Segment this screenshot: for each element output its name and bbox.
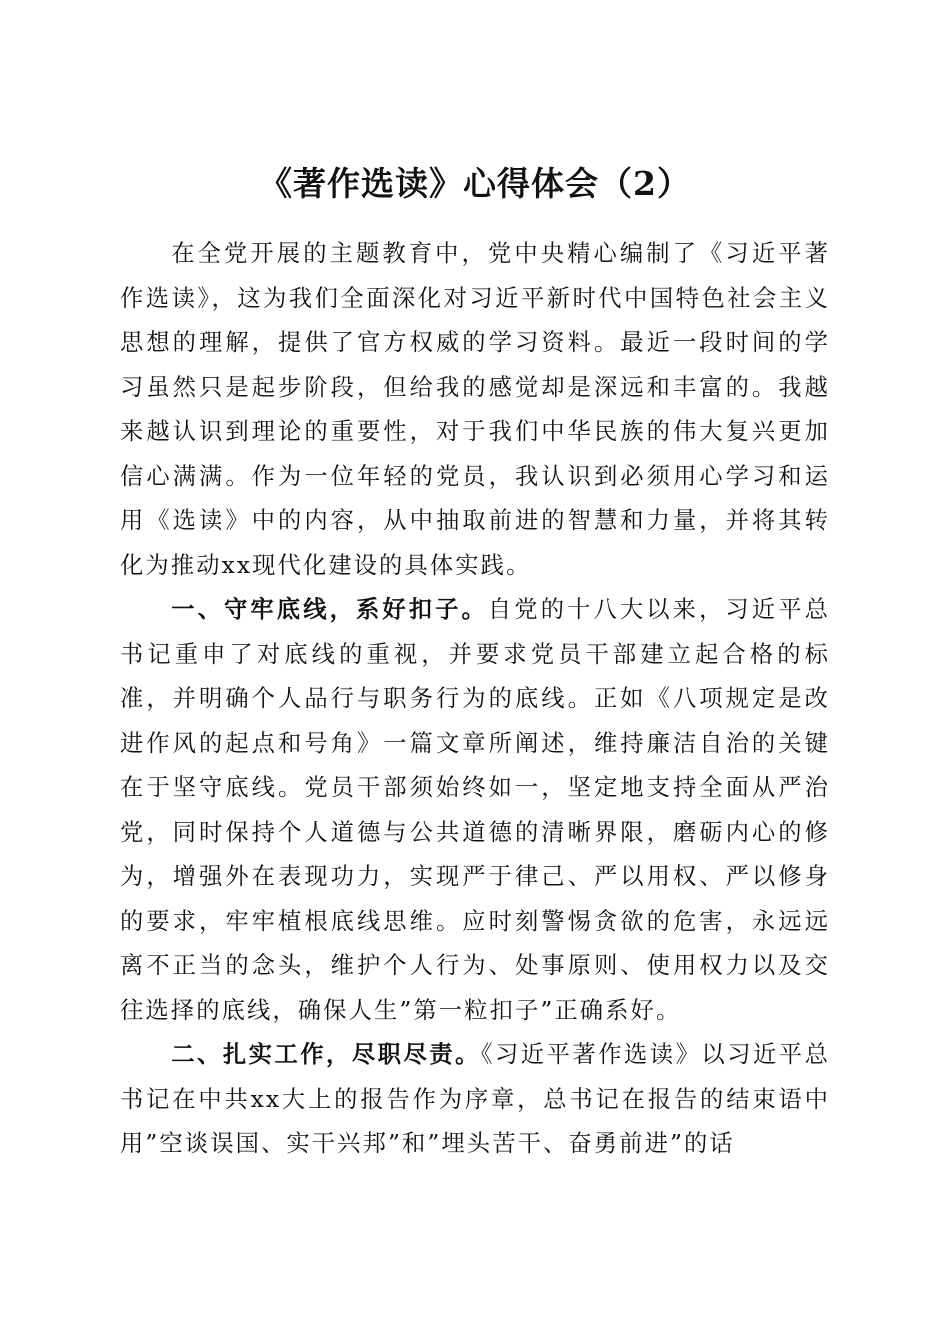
section-heading: 一、守牢底线，系好扣子。 <box>171 596 488 623</box>
paragraph-text: 《习近平著作选读》以习近平总书记在中共xx大上的报告作为序章，总书记在报告的结束语中用”空谈误国、实干兴邦”和”埋头苦干、奋勇前进”的话 <box>120 1041 831 1157</box>
paragraph-text: 在全党开展的主题教育中，党中央精心编制了《习近平著作选读》，这为我们全面深化对习近平新时代中国特色社会主义思想的理解，提供了官方权威的学习资料。最近一段时间的学习虽然只是起步阶段，但给我的感觉却是深远和丰富的。我越来越认识到理论的重要性，对于我们中华民族的伟大复兴更加信心满满。作为一位年轻的党员，我认识到必须用心学习和运用《选读》中的内容，从中抽取前进的智慧和力量，并将其转化为推动xx现代化建设的具体实践。 <box>120 240 830 579</box>
document-body <box>120 232 830 1167</box>
section-heading: 二、扎实工作，尽职尽责。 <box>171 1041 481 1068</box>
page-title: 《著作选读》心得体会（2） <box>259 164 691 204</box>
paragraph-section-1 <box>120 588 830 1033</box>
paragraph-text: 自党的十八大以来，习近平总书记重申了对底线的重视，并要求党员干部建立起合格的标准，并明确个人品行与职务行为的底线。正如《八项规定是改进作风的起点和号角》一篇文章所阐述，维持廉洁自治的关键在于坚守底线。党员干部须始终如一，坚定地支持全面从严治党，同时保持个人道德与公共道德的清晰界限，磨砺内心的修为，增强外在表现功力，实现严于律己、严以用权、严以修身的要求，牢牢植根底线思维。应时刻警惕贪欲的危害，永远远离不正当的念头，维护个人行为、处事原则、使用权力以及交往选择的底线，确保人生”第一粒扣子”正确系好。 <box>120 596 830 1024</box>
paragraph-section-2 <box>120 1033 830 1167</box>
paragraph-intro <box>120 232 830 588</box>
